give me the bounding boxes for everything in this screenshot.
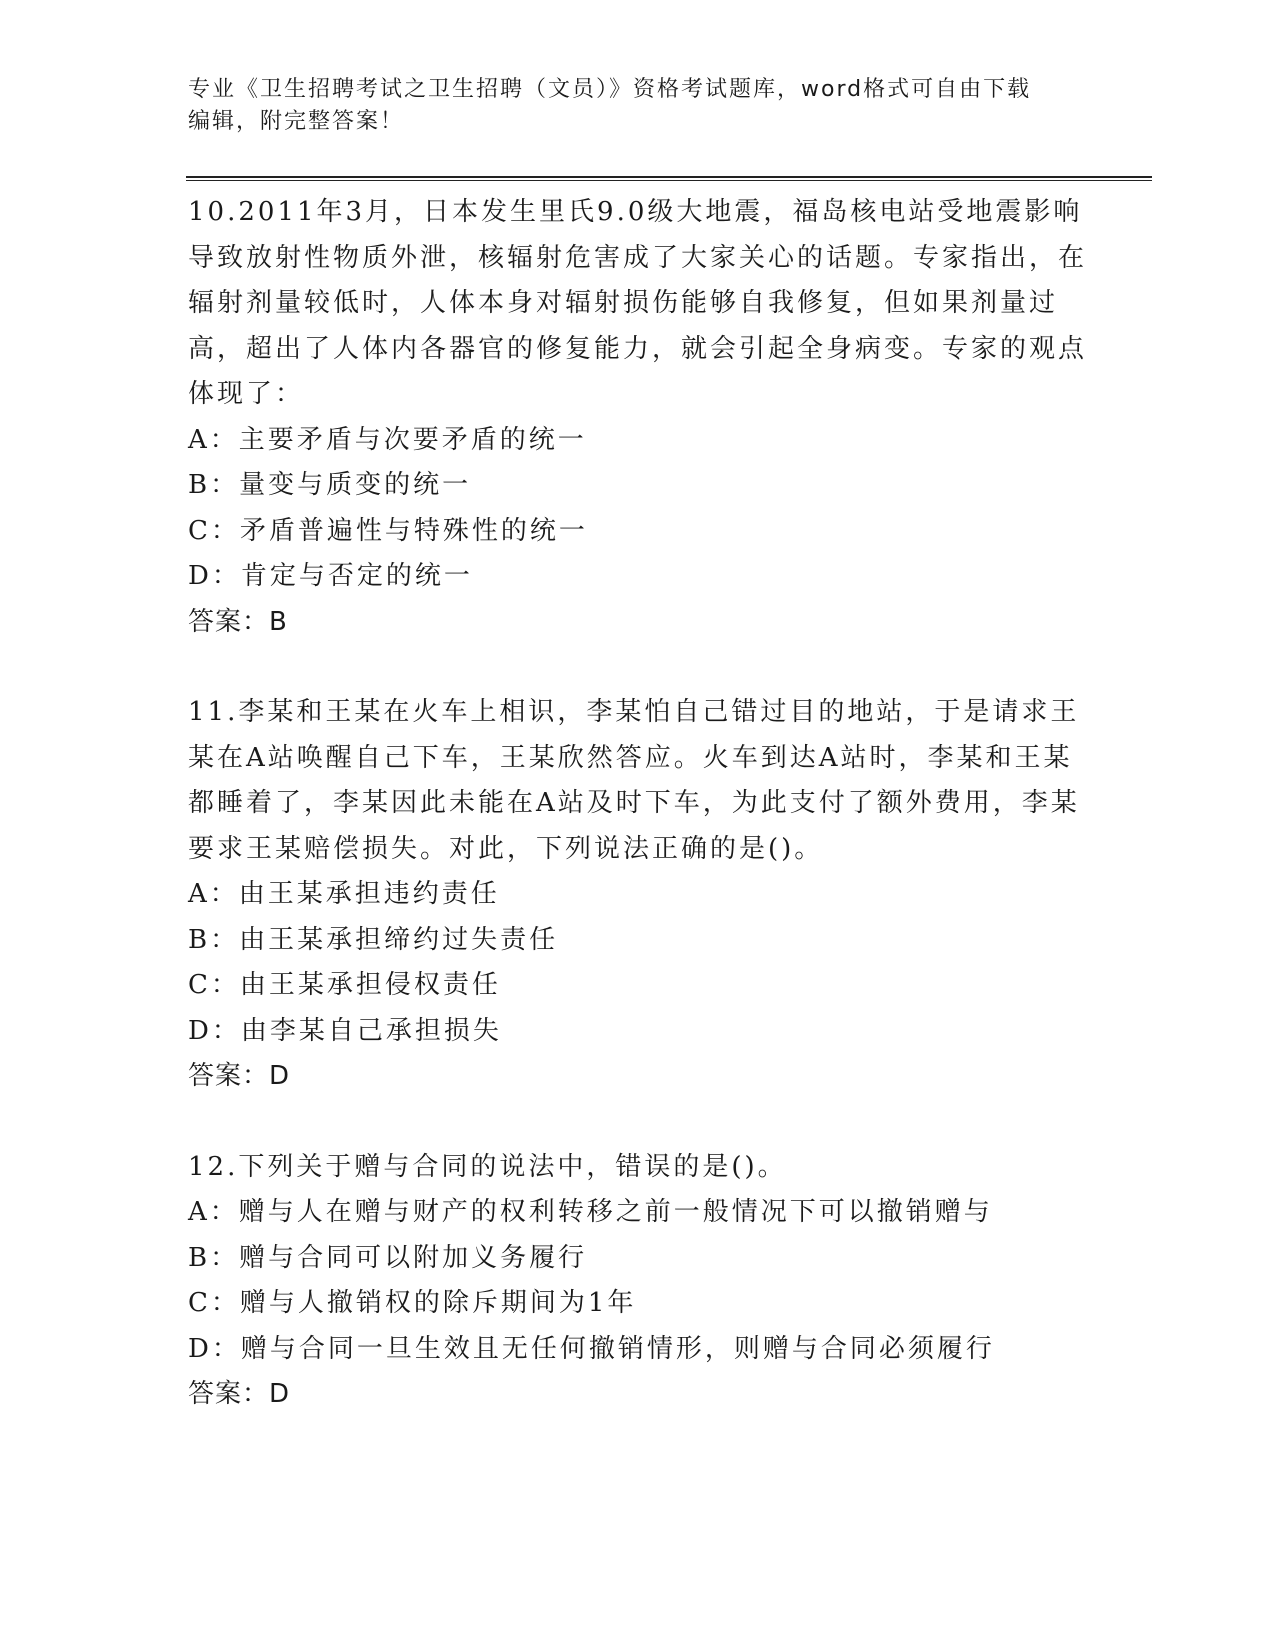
answer: 答案：B (188, 606, 288, 637)
spacer (188, 645, 1088, 690)
question-stem: 10.2011年3月，日本发生里氏9.0级大地震，福岛核电站受地震影响导致放射性物质外泄，核辐射危害成了大家关心的话题。专家指出，在辐射剂量较低时，人体本身对辐射损伤能够自我修复，但如果剂量过高，超出了人体内各器官的修复能力，就会引起全身病变。专家的观点体现了： (188, 197, 1088, 409)
answer: 答案：D (188, 1379, 291, 1409)
question-11 (188, 690, 1088, 1100)
question-10 (188, 190, 1088, 645)
option-b: B：赠与合同可以附加义务履行 (188, 1242, 588, 1273)
question-stem: 12.下列关于赠与合同的说法中，错误的是()。 (188, 1151, 787, 1182)
spacer (188, 1100, 1088, 1145)
option-d: D：肯定与否定的统一 (188, 561, 473, 591)
option-a: A：赠与人在赠与财产的权利转移之前一般情况下可以撤销赠与 (188, 1197, 993, 1227)
option-b: B：由王某承担缔约过失责任 (188, 924, 559, 955)
option-d: D：由李某自己承担损失 (188, 1015, 502, 1046)
option-c: C：矛盾普遍性与特殊性的统一 (188, 515, 588, 546)
option-d: D：赠与合同一旦生效且无任何撤销情形，则赠与合同必须履行 (188, 1333, 995, 1364)
option-b: B：量变与质变的统一 (188, 470, 472, 500)
question-12 (188, 1145, 1088, 1418)
question-stem: 11.李某和王某在火车上相识，李某怕自己错过目的地站，于是请求王某在A站唤醒自己下车，王某欣然答应。火车到达A站时，李某和王某都睡着了，李某因此未能在A站及时下车，为此支付了额外费用，李某要求王某赔偿损失。对此，下列说法正确的是()。 (188, 697, 1080, 864)
header-line-1: 专业《卫生招聘考试之卫生招聘（文员）》资格考试题库，word格式可自由下载 (188, 77, 1032, 102)
answer: 答案：D (188, 1061, 291, 1091)
document-header (188, 74, 1088, 138)
header-line-2: 编辑，附完整答案！ (188, 109, 405, 134)
header-divider (186, 176, 1152, 181)
option-a: A：由王某承担违约责任 (188, 879, 500, 909)
question-list (188, 190, 1088, 1418)
option-c: C：由王某承担侵权责任 (188, 970, 501, 1000)
option-c: C：赠与人撤销权的除斥期间为1年 (188, 1288, 637, 1318)
option-a: A：主要矛盾与次要矛盾的统一 (188, 424, 587, 455)
